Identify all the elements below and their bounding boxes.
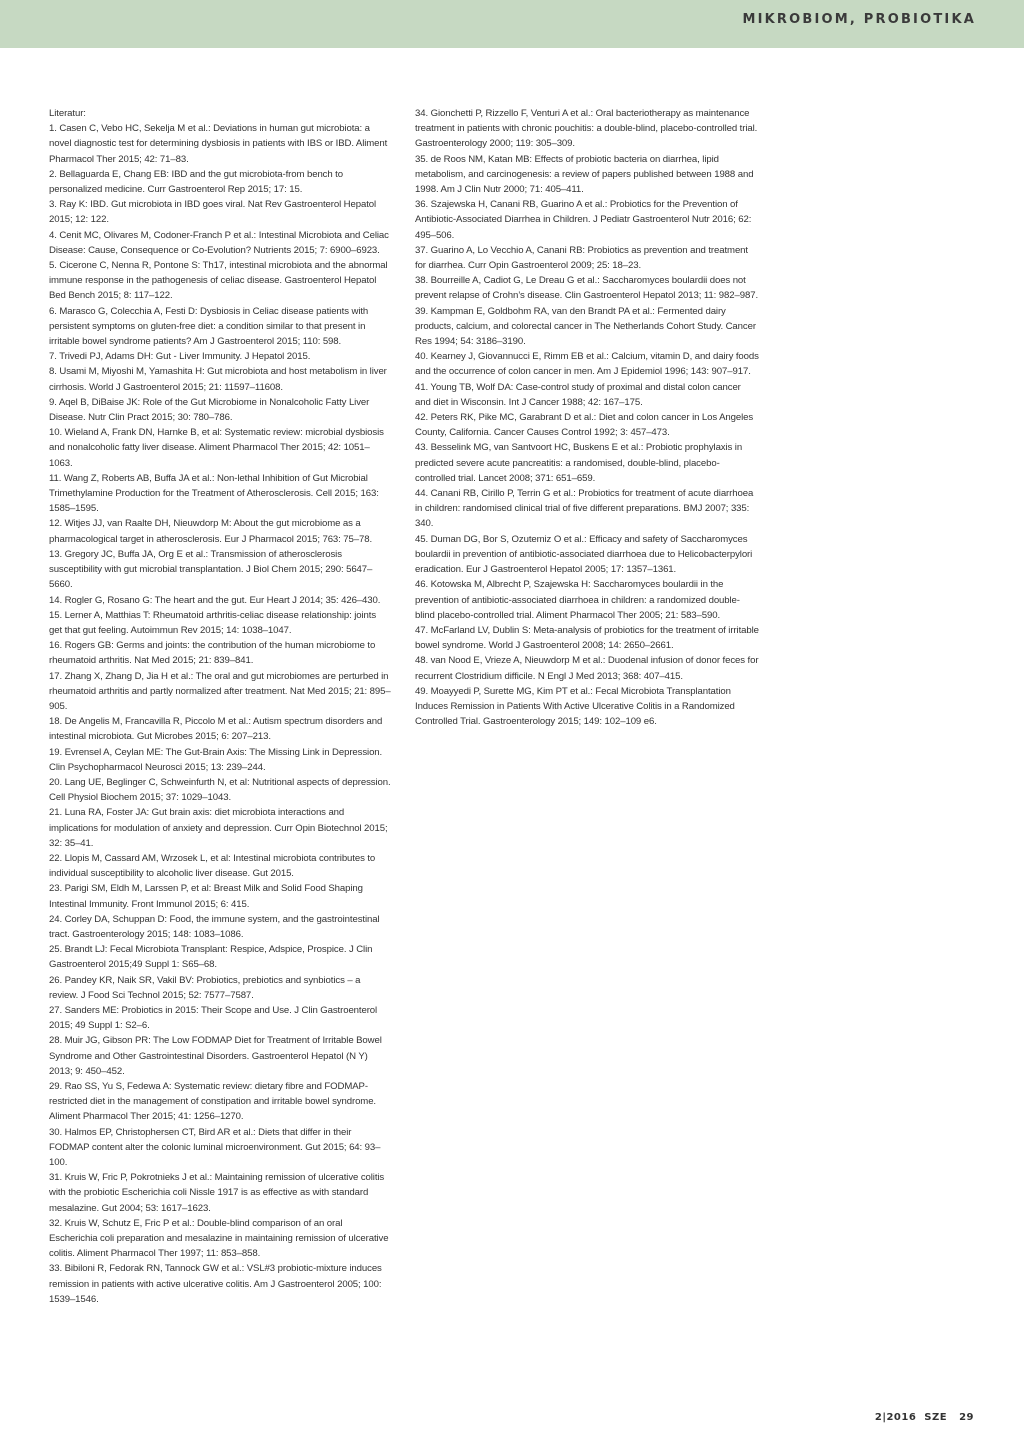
- header-band: [0, 0, 1024, 48]
- reference-item: 48. van Nood E, Vrieze A, Nieuwdorp M et al.: Duodenal infusion of donor feces for recurrent Clostridium difficile. N Engl J Med 2013; 368: 407–415.: [415, 655, 759, 682]
- reference-item: 42. Peters RK, Pike MC, Garabrant D et al.: Diet and colon cancer in Los Angeles County, California. Cancer Causes Control 1992; 3: 457–473.: [415, 412, 754, 439]
- reference-item: 9. Aqel B, DiBaise JK: Role of the Gut Microbiome in Nonalcoholic Fatty Liver Disease. Nutr Clin Pract 2015; 30: 780–786.: [49, 396, 370, 424]
- reference-item: 10. Wieland A, Frank DN, Harnke B, et al: Systematic review: microbial dysbiosis and nonalcoholic fatty liver disease. Aliment Pharmacol Ther 2015; 42: 1051–1063.: [49, 427, 384, 469]
- reference-item: 38. Bourreille A, Cadiot G, Le Dreau G et al.: Saccharomyces boulardii does not prevent relapse of Crohn’s disease. Clin Gastroenterol Hepatol 2013; 11: 982–987.: [415, 275, 759, 302]
- reference-item: 44. Canani RB, Cirillo P, Terrin G et al.: Probiotics for treatment of acute diarrhoea in children: randomised clinical trial of five different preparations. BMJ 2007; 335: 340.: [415, 488, 754, 530]
- reference-item: 8. Usami M, Miyoshi M, Yamashita H: Gut microbiota and host metabolism in liver cirrhosis. World J Gastroenterol 2015; 21: 11597–11608.: [49, 366, 387, 393]
- reference-item: 39. Kampman E, Goldbohm RA, van den Brandt PA et al.: Fermented dairy products, calcium, and colorectal cancer in The Netherlands Cohort Study. Cancer Res 1994; 54: 3186–3190.: [415, 305, 756, 348]
- reference-item: 3. Ray K: IBD. Gut microbiota in IBD goes viral. Nat Rev Gastroenterol Hepatol 2015; 12: 122.: [49, 199, 377, 226]
- reference-item: 34. Gionchetti P, Rizzello F, Venturi A et al.: Oral bacteriotherapy as maintenance treatment in patients with chronic pouchitis: a double-blind, placebo-controlled trial. Gastroenterology 2000; 119: 305–309.: [415, 108, 758, 150]
- reference-item: 35. de Roos NM, Katan MB: Effects of probiotic bacteria on diarrhea, lipid metabolism, and carcinogenesis: a review of papers published between 1988 and 1998. Am J Clin Nutr 2000; 71: 405–411.: [415, 153, 754, 196]
- references-column-left: [49, 106, 391, 1307]
- reference-item: 13. Gregory JC, Buffa JA, Org E et al.: Transmission of atherosclerosis susceptibility with gut microbial transplantation. J Biol Chem 2015; 290: 5647–5660.: [49, 548, 373, 591]
- reference-item: 12. Witjes JJ, van Raalte DH, Nieuwdorp M: About the gut microbiome as a pharmacological target in atherosclerosis. Eur J Pharmacol 2015; 763: 75–78.: [49, 518, 373, 545]
- reference-item: 32. Kruis W, Schutz E, Fric P et al.: Double-blind comparison of an oral Escherichia coli preparation and mesalazine in maintaining remission of ulcerative colitis. Aliment Pharmacol Ther 1997; 11: 853–858.: [49, 1217, 389, 1260]
- reference-item: 22. Llopis M, Cassard AM, Wrzosek L, et al: Intestinal microbiota contributes to individual susceptibility to alcoholic liver disease. Gut 2015.: [49, 852, 376, 880]
- section-title: MIKROBIOM, PROBIOTIKA: [742, 12, 976, 27]
- reference-item: 27. Sanders ME: Probiotics in 2015: Their Scope and Use. J Clin Gastroenterol 2015; 49 Suppl 1: S2–6.: [49, 1004, 378, 1032]
- reference-list-right: [415, 106, 759, 729]
- reference-item: 41. Young TB, Wolf DA: Case-control study of proximal and distal colon cancer and diet in Wisconsin. Int J Cancer 1988; 42: 167–175.: [415, 381, 741, 408]
- reference-item: 36. Szajewska H, Canani RB, Guarino A et al.: Probiotics for the Prevention of Antibiotic-Associated Diarrhea in Children. J Pediatr Gastroenterol Nutr 2016; 62: 495–506.: [415, 199, 752, 241]
- reference-item: 17. Zhang X, Zhang D, Jia H et al.: The oral and gut microbiomes are perturbed in rheumatoid arthritis and partly normalized after treatment. Nat Med 2015; 21: 895–905.: [49, 670, 391, 712]
- reference-item: 37. Guarino A, Lo Vecchio A, Canani RB: Probiotics as prevention and treatment for diarrhea. Curr Opin Gastroenterol 2009; 25: 18–23.: [415, 244, 748, 272]
- reference-item: 7. Trivedi PJ, Adams DH: Gut - Liver Immunity. J Hepatol 2015.: [49, 351, 311, 363]
- reference-item: 4. Cenit MC, Olivares M, Codoner-Franch P et al.: Intestinal Microbiota and Celiac Disease: Cause, Consequence or Co-Evolution? Nutrients 2015; 7: 6900–6923.: [49, 229, 389, 256]
- reference-item: 46. Kotowska M, Albrecht P, Szajewska H: Saccharomyces boulardii in the prevention of antibiotic-associated diarrhoea in children: a randomized double-blind placebo-controlled trial. Aliment Pharmacol Ther 2005; 21: 583–590.: [415, 579, 740, 621]
- reference-item: 24. Corley DA, Schuppan D: Food, the immune system, and the gastrointestinal tract. Gastroenterology 2015; 148: 1083–1086.: [49, 913, 380, 940]
- reference-item: 25. Brandt LJ: Fecal Microbiota Transplant: Respice, Adspice, Prospice. J Clin Gastroenterol 2015;49 Suppl 1: S65–68.: [49, 944, 373, 971]
- page-footer: [871, 1412, 974, 1423]
- reference-item: 11. Wang Z, Roberts AB, Buffa JA et al.: Non-lethal Inhibition of Gut Microbial Trimethylamine Production for the Treatment of Atherosclerosis. Cell 2015; 163: 1585–1595.: [49, 472, 379, 515]
- reference-item: 5. Cicerone C, Nenna R, Pontone S: Th17, intestinal microbiota and the abnormal immune response in the pathogenesis of celiac disease. Gastroenterol Hepatol Bed Bench 2015; 8: 117–122.: [49, 260, 388, 302]
- reference-item: 28. Muir JG, Gibson PR: The Low FODMAP Diet for Treatment of Irritable Bowel Syndrome and Other Gastrointestinal Disorders. Gastroenterol Hepatol (N Y) 2013; 9: 450–452.: [49, 1035, 382, 1077]
- reference-item: 14. Rogler G, Rosano G: The heart and the gut. Eur Heart J 2014; 35: 426–430.: [49, 594, 381, 606]
- reference-list-left: [49, 121, 391, 1307]
- reference-item: 47. McFarland LV, Dublin S: Meta-analysis of probiotics for the treatment of irritable bowel syndrome. World J Gastroenterol 2008; 14: 2650–2661.: [415, 624, 759, 652]
- reference-item: 29. Rao SS, Yu S, Fedewa A: Systematic review: dietary fibre and FODMAP-restricted diet in the management of constipation and irritable bowel syndrome. Aliment Pharmacol Ther 2015; 41: 1256–1270.: [49, 1081, 376, 1123]
- issue-label: 2|2016: [874, 1412, 917, 1423]
- reference-item: 18. De Angelis M, Francavilla R, Piccolo M et al.: Autism spectrum disorders and intestinal microbiota. Gut Microbes 2015; 6: 207–213.: [49, 716, 383, 743]
- reference-item: 16. Rogers GB: Germs and joints: the contribution of the human microbiome to rheumatoid arthritis. Nat Med 2015; 21: 839–841.: [49, 640, 376, 667]
- reference-item: 1. Casen C, Vebo HC, Sekelja M et al.: Deviations in human gut microbiota: a novel diagnostic test for determining dysbiosis in patients with IBS or IBD. Aliment Pharmacol Ther 2015; 42: 71–83.: [49, 123, 388, 165]
- reference-item: 23. Parigi SM, Eldh M, Larssen P, et al: Breast Milk and Solid Food Shaping Intestinal Immunity. Front Immunol 2015; 6: 415.: [49, 883, 363, 910]
- reference-item: 21. Luna RA, Foster JA: Gut brain axis: diet microbiota interactions and implications for modulation of anxiety and depression. Curr Opin Biotechnol 2015; 32: 35–41.: [49, 807, 388, 849]
- reference-item: 45. Duman DG, Bor S, Ozutemiz O et al.: Efficacy and safety of Saccharomyces boulardii in prevention of antibiotic-associated diarrhoea due to Helicobacterpylori eradication. Eur J Gastroenterol Hepatol 2005; 17: 1357–1361.: [415, 533, 753, 576]
- reference-item: 33. Bibiloni R, Fedorak RN, Tannock GW et al.: VSL#3 probiotic-mixture induces remission in patients with active ulcerative colitis. Am J Gastroenterol 2005; 100: 1539–1546.: [49, 1263, 382, 1305]
- reference-item: 30. Halmos EP, Christophersen CT, Bird AR et al.: Diets that differ in their FODMAP content alter the colonic luminal microenvironment. Gut 2015; 64: 93–100.: [49, 1126, 381, 1169]
- reference-item: 31. Kruis W, Fric P, Pokrotnieks J et al.: Maintaining remission of ulcerative colitis with the probiotic Escherichia coli Nissle 1917 is as effective as with standard mesalazine. Gut 2004; 53: 1617–1623.: [49, 1172, 385, 1214]
- reference-item: 26. Pandey KR, Naik SR, Vakil BV: Probiotics, prebiotics and synbiotics – a review. J Food Sci Technol 2015; 52: 7577–7587.: [49, 974, 361, 1001]
- reference-item: 19. Evrensel A, Ceylan ME: The Gut-Brain Axis: The Missing Link in Depression. Clin Psychopharmacol Neurosci 2015; 13: 239–244.: [49, 746, 383, 773]
- reference-item: 6. Marasco G, Colecchia A, Festi D: Dysbiosis in Celiac disease patients with persistent symptoms on gluten-free diet: a condition similar to that present in irritable bowel syndrome patients? Am J Gastroenterol 2015; 110: 598.: [49, 305, 369, 348]
- reference-item: 49. Moayyedi P, Surette MG, Kim PT et al.: Fecal Microbiota Transplantation Induces Remission in Patients With Active Ulcerative Colitis in a Randomized Controlled Trial. Gastroenterology 2015; 149: 102–109 e6.: [415, 685, 735, 728]
- reference-item: 20. Lang UE, Beglinger C, Schweinfurth N, et al: Nutritional aspects of depression. Cell Physiol Biochem 2015; 37: 1029–1043.: [49, 776, 391, 804]
- reference-item: 43. Besselink MG, van Santvoort HC, Buskens E et al.: Probiotic prophylaxis in predicted severe acute pancreatitis: a randomised, double-blind, placebo-controlled trial. Lancet 2008; 371: 651–659.: [415, 442, 743, 484]
- reference-item: 15. Lerner A, Matthias T: Rheumatoid arthritis-celiac disease relationship: joints get that gut feeling. Autoimmun Rev 2015; 14: 1038–1047.: [49, 609, 377, 636]
- references-column-right: [415, 106, 759, 729]
- journal-label: SZE: [924, 1412, 948, 1423]
- literature-heading: Literatur:: [49, 108, 86, 119]
- reference-item: 40. Kearney J, Giovannucci E, Rimm EB et al.: Calcium, vitamin D, and dairy foods and the occurrence of colon cancer in men. Am J Epidemiol 1996; 143: 907–917.: [415, 351, 759, 378]
- page-number: 29: [959, 1412, 974, 1423]
- reference-item: 2. Bellaguarda E, Chang EB: IBD and the gut microbiota-from bench to personalized medicine. Curr Gastroenterol Rep 2015; 17: 15.: [49, 168, 343, 196]
